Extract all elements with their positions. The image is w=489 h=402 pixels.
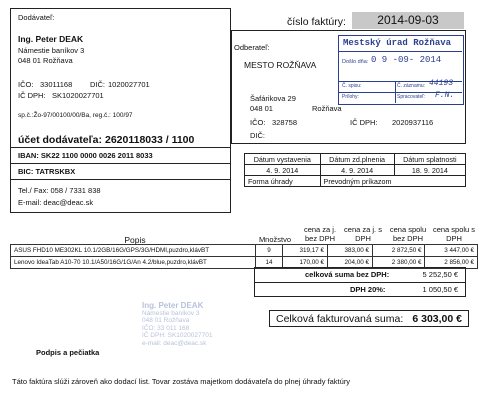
- items-header-unit-price-vat: cena za j. s DPH: [344, 225, 382, 243]
- customer-ico: 328758: [272, 118, 298, 127]
- stamp-date: 0 9 -09- 2014: [371, 55, 442, 65]
- stamp-divider: [339, 51, 462, 52]
- customer-city: 048 01: [250, 104, 273, 113]
- date-supply: 4. 9. 2014: [320, 165, 394, 176]
- stamp-date-label: Došlo dňa:: [342, 59, 369, 65]
- stamp-reg-label: Č. spisu:: [342, 83, 362, 89]
- item-unit-price: 170,00 €: [283, 257, 328, 269]
- totals-divider: [254, 282, 466, 283]
- supplier-phone: Tel./ Fax: 058 / 7331 838: [18, 186, 101, 195]
- grand-total: 6 303,00 €: [412, 313, 462, 325]
- signature-stamp: [142, 302, 212, 347]
- customer-heading: Odberateľ:: [234, 43, 270, 52]
- item-description: ASUS FHD10 ME302KL 10.1/2GB/16G/GPS/3G/HDMI,puzdro,klávBT: [11, 245, 256, 257]
- item-unit-price: 319,17 €: [283, 245, 328, 257]
- invoice-number-label: číslo faktúry:: [287, 16, 346, 28]
- item-total: 2 380,00 €: [373, 257, 425, 269]
- signature-stamp-line: 048 01 Rožňava: [142, 317, 190, 324]
- customer-dic-label: DIČ:: [250, 131, 265, 140]
- items-header-total-vat: cena spolu s DPH: [432, 225, 476, 243]
- items-header-unit-price: cena za j. bez DPH: [303, 225, 337, 243]
- supplier-account-label: účet dodávateľa:: [18, 134, 102, 146]
- item-description: Lenovo IdeaTab A10-70 10.1/A50/16G/1G/An 4.2/blue,puzdro,klávBT: [11, 257, 256, 269]
- date-supply-header: Dátum zd.plnenia: [320, 154, 394, 165]
- item-quantity: 9: [256, 245, 283, 257]
- item-quantity: 14: [256, 257, 283, 269]
- item-total: 2 872,50 €: [373, 245, 425, 257]
- items-header-quantity: Množstvo: [258, 235, 292, 244]
- grand-total-label: Celková fakturovaná suma:: [276, 313, 404, 325]
- items-table: [10, 244, 478, 269]
- supplier-email: E-mail: deac@deac.sk: [18, 198, 94, 207]
- stamp-record-value: 44193: [429, 79, 454, 88]
- signature-stamp-line: Ing. Peter DEAK: [142, 301, 204, 310]
- invoice-number: 2014-09-03: [352, 12, 464, 29]
- supplier-bic: BIC: TATRSKBX: [18, 167, 76, 176]
- item-unit-price-vat: 204,00 €: [328, 257, 373, 269]
- stamp-handler-label: Spracovateľ:: [397, 94, 426, 100]
- item-unit-price-vat: 383,00 €: [328, 245, 373, 257]
- total-vat: 1 050,50 €: [422, 285, 458, 294]
- account-divider: [10, 147, 231, 148]
- footer-note: Táto faktúra slúži zároveň ako dodací list. Tovar zostáva majetkom dodávateľa do plnej úhrady faktúry: [12, 377, 351, 386]
- supplier-icdph: SK1020027701: [52, 91, 104, 100]
- customer-street: Šafárikova 29: [250, 94, 296, 103]
- date-due: 18. 9. 2014: [394, 165, 465, 176]
- item-total-vat: 3 447,00 €: [425, 245, 478, 257]
- total-base-label: celková suma bez DPH:: [305, 270, 390, 279]
- supplier-account: 2620118033 / 1100: [105, 134, 195, 146]
- payment-value: Prevodným príkazom: [320, 176, 465, 187]
- supplier-city: 048 01 Rožňava: [18, 56, 73, 65]
- customer-name: MESTO ROŽŇAVA: [244, 60, 317, 70]
- customer-icdph-label: IČ DPH:: [350, 118, 378, 127]
- item-total-vat: 2 856,00 €: [425, 257, 478, 269]
- supplier-iban: IBAN: SK22 1100 0000 0026 2011 8033: [18, 151, 153, 160]
- registry-stamp: [338, 35, 464, 105]
- customer-city-name: Rožňava: [312, 104, 342, 113]
- supplier-dic-label: DIČ:: [90, 80, 105, 89]
- signature-stamp-line: e-mail: deac@deac.sk: [142, 339, 207, 347]
- supplier-ico: 33011168: [40, 80, 73, 89]
- supplier-name: Ing. Peter DEAK: [18, 34, 84, 44]
- supplier-heading: Dodávateľ:: [18, 13, 55, 22]
- payment-label: Forma úhrady: [245, 176, 321, 187]
- bic-divider: [10, 179, 231, 180]
- stamp-record-label: Č. záznamu:: [397, 83, 426, 89]
- table-row: [11, 245, 478, 257]
- dates-table: [244, 153, 466, 187]
- customer-ico-label: IČO:: [250, 118, 266, 127]
- iban-divider: [10, 163, 231, 164]
- total-base: 5 252,50 €: [422, 270, 458, 279]
- items-header-description: Popis: [124, 235, 146, 245]
- items-header-total: cena spolu bez DPH: [389, 225, 427, 243]
- date-due-header: Dátum splatnosti: [394, 154, 465, 165]
- stamp-title: Mestský úrad Rožňava: [343, 38, 452, 48]
- supplier-dic: 1020027701: [108, 80, 150, 89]
- supplier-street: Námestie baníkov 3: [18, 46, 85, 55]
- signature-stamp-line: IČ DPH: SK1020027701: [142, 332, 213, 339]
- date-issued-header: Dátum vystavenia: [245, 154, 321, 165]
- stamp-vdivider: [395, 81, 396, 103]
- signature-stamp-line: Námestie baníkov 3: [142, 309, 200, 317]
- supplier-register: sp.č.:Žo-97/00100/00/Ba, reg.č.: 100/97: [18, 112, 133, 119]
- stamp-attachments-label: Prílohy:: [342, 94, 359, 100]
- supplier-ico-label: IČO:: [18, 80, 34, 89]
- signature-label: Podpis a pečiatka: [36, 348, 100, 357]
- supplier-icdph-label: IČ DPH:: [18, 91, 46, 100]
- signature-stamp-line: IČO: 33 011 168: [142, 324, 190, 332]
- stamp-handler-value: F.N.: [435, 91, 455, 100]
- customer-icdph: 2020937116: [392, 118, 434, 127]
- total-vat-label: DPH 20%:: [350, 285, 386, 294]
- date-issued: 4. 9. 2014: [245, 165, 321, 176]
